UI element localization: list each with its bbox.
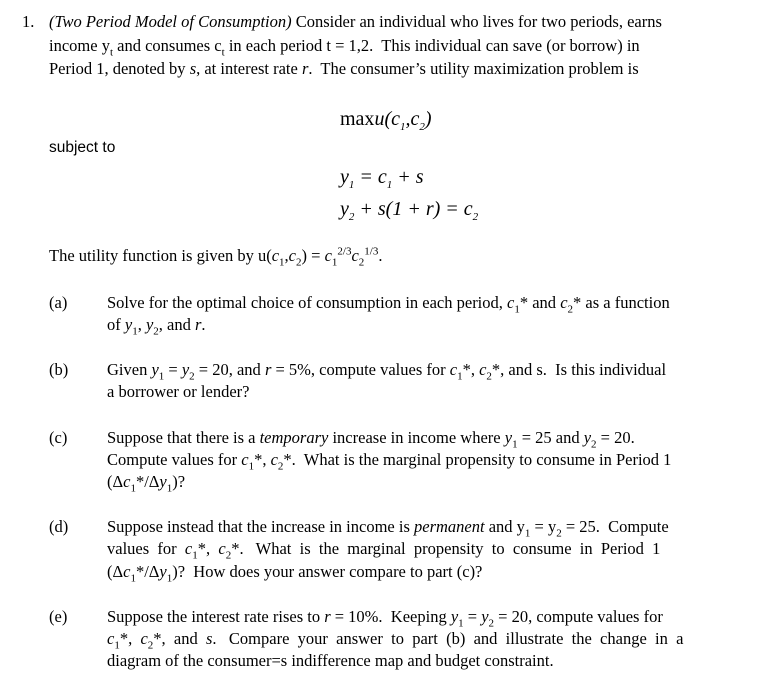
- part-a-line-1: Solve for the optimal choice of consumption in each period, $c_1*$ and $c_2*$ as a function: [107, 293, 670, 316]
- part-b-label: (b): [49, 360, 69, 379]
- part-d-line-3: $(\Delta c_1*/\Delta y_1)$? How does your answer compare to part (c)?: [107, 562, 483, 585]
- part-d-label: (d): [49, 517, 69, 536]
- part-d-line-1: Suppose instead that the increase in income is permanent and $y_1 = y_2 = 25$. Compute: [107, 517, 669, 540]
- part-e-line-3: diagram of the consumer=s indifference map and budget constraint.: [107, 651, 554, 670]
- part-a-label: (a): [49, 293, 68, 312]
- question-title: (Two Period Model of Consumption): [49, 12, 292, 31]
- subject-to-label: subject to: [49, 139, 116, 156]
- part-d-line-2: values for $c_1*$, $c_2*$. What is the marginal propensity to consume in Period 1: [107, 539, 661, 562]
- part-e-line-2: $c_1*$, $c_2*$, and s. Compare your answer to part (b) and illustrate the change in a: [107, 629, 684, 652]
- part-b-line-1: Given $y_1 = y_2 = 20$, and r = 5%, compute values for $c_1*$, $c_2*$, and s. Is this individual: [107, 360, 667, 383]
- objective-equation: $\max u(c_1,c_2)$: [340, 108, 432, 133]
- question-number: 1.: [22, 12, 35, 31]
- constraint-2: $y_2 + s(1 + r) = c_2$: [340, 198, 479, 223]
- question-intro-line-2: income $y_t$ and consumes $c_t$ in each period t = 1,2. This individual can save (or borrow) in: [49, 36, 640, 59]
- part-e-line-1: Suppose the interest rate rises to r = 10%. Keeping $y_1 = y_2 = 20$, compute values for: [107, 607, 663, 630]
- part-c-line-3: $(\Delta c_1*/\Delta y_1)$?: [107, 472, 186, 495]
- part-c-line-2: Compute values for $c_1*$, $c_2*$. What is the marginal propensity to consume in Period 1: [107, 450, 672, 473]
- question-intro-line-3: Period 1, denoted by s, at interest rate r. The consumer’s utility maximization problem is: [49, 59, 639, 78]
- part-a-line-2: of $y_1$, $y_2$, and r.: [107, 315, 206, 338]
- part-b-line-2: a borrower or lender?: [107, 382, 250, 401]
- part-e-label: (e): [49, 607, 68, 626]
- part-c-line-1: Suppose that there is a temporary increase in income where $y_1 = 25$ and $y_2 = 20$.: [107, 428, 635, 451]
- part-c-label: (c): [49, 428, 68, 447]
- question-intro-line-1: (Two Period Model of Consumption) Consider an individual who lives for two periods, earns: [49, 12, 662, 31]
- constraint-1: $y_1 = c_1 + s$: [340, 166, 424, 191]
- utility-function-statement: The utility function is given by $u(c_1,c_2) = c_1^{2/3}c_2^{1/3}$.: [49, 245, 383, 269]
